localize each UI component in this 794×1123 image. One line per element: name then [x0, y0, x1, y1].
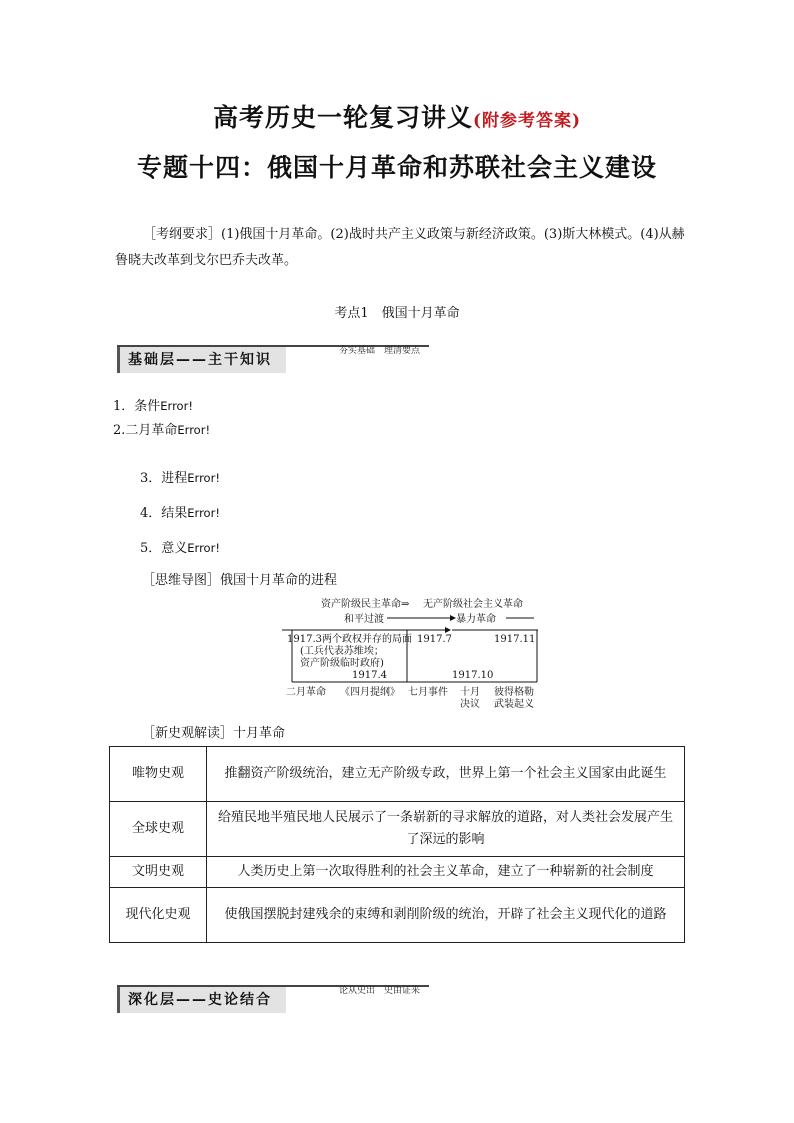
- event-february-revolution: 二月革命: [286, 687, 326, 698]
- item-error: Error!: [187, 541, 220, 555]
- deep-layer-banner: [117, 987, 429, 1013]
- requirements-label: ［考纲要求］: [143, 227, 222, 242]
- item-label: 4．结果: [140, 506, 188, 521]
- list-item-february-revolution: [113, 419, 210, 438]
- note-soviet: (工兵代表苏维埃；: [300, 646, 384, 657]
- view-text: 使俄国摆脱封建残余的束缚和剥削阶级的统治，开辟了社会主义现代化的道路: [207, 888, 685, 943]
- banner-tag: 论从史出 史由证来: [339, 986, 421, 996]
- view-name: 全球史观: [110, 802, 207, 857]
- views-title: 十月革命: [233, 726, 286, 741]
- view-text: 给殖民地半殖民地人民展示了一条崭新的寻求解放的道路，对人类社会发展产生了深远的影响: [207, 802, 685, 857]
- document-subtitle: 专题十四：俄国十月革命和苏联社会主义建设: [136, 153, 657, 182]
- event-july-days: 七月事件: [408, 687, 448, 698]
- requirements-text: (1)俄国十月革命。(2)战时共产主义政策与新经济政策。(3)斯大林模式。(4)从赫鲁晓夫改革到戈尔巴乔夫改革。: [115, 227, 685, 268]
- node-peaceful-transition: 和平过渡: [344, 614, 384, 625]
- historical-views-table: [109, 746, 685, 943]
- mindmap-heading: [142, 569, 337, 588]
- banner-tag: 夯实基础 理清要点: [339, 346, 421, 356]
- title-note: (附参考答案): [472, 111, 582, 131]
- event-october-resolution-2: 决议: [460, 699, 480, 710]
- banner-label: 深化层——史论结合: [117, 987, 286, 1013]
- event-april-theses: 《四月提纲》: [340, 687, 400, 698]
- item-error: Error!: [187, 471, 220, 485]
- table-row: [110, 888, 685, 943]
- view-name: 现代化史观: [110, 888, 207, 943]
- node-violent-revolution: 暴力革命: [456, 614, 496, 625]
- item-error: Error!: [160, 399, 193, 413]
- event-october-resolution-1: 十月: [460, 687, 480, 698]
- title-main: 高考历史一轮复习讲义: [212, 103, 473, 132]
- event-petrograd-1: 彼得格勒: [494, 687, 534, 698]
- node-proletarian-revolution: 无产阶级社会主义革命: [423, 599, 523, 610]
- list-item-significance: [140, 537, 220, 556]
- list-item-conditions: [113, 395, 193, 414]
- item-label: 1．条件: [113, 399, 161, 414]
- item-label: 3．进程: [140, 471, 188, 486]
- table-row: [110, 802, 685, 857]
- note-provisional-government: 资产阶级临时政府): [300, 658, 384, 669]
- section-title: 考点1 俄国十月革命: [334, 306, 460, 321]
- basic-layer-banner: [117, 347, 429, 373]
- list-item-result: [140, 502, 220, 521]
- date-1917-3: 1917.3两个政权并存的局面: [287, 634, 412, 645]
- item-error: Error!: [187, 506, 220, 520]
- table-row: [110, 857, 685, 888]
- views-label: ［新史观解读］: [142, 726, 234, 741]
- arrowhead-phase: [445, 627, 451, 633]
- date-1917-10: 1917.10: [452, 670, 494, 681]
- document-title: [0, 98, 794, 134]
- date-1917-4: 1917.4: [352, 670, 387, 681]
- list-item-process: [140, 467, 220, 486]
- table-row: [110, 747, 685, 802]
- banner-label: 基础层——主干知识: [117, 347, 286, 373]
- date-1917-11: 1917.11: [494, 634, 536, 645]
- event-petrograd-2: 武装起义: [494, 699, 534, 710]
- item-label: 2.二月革命: [113, 423, 178, 438]
- exam-requirements: [115, 222, 685, 274]
- mindmap-title: 俄国十月革命的进程: [220, 573, 338, 588]
- view-name: 文明史观: [110, 857, 207, 888]
- item-label: 5．意义: [140, 541, 188, 556]
- view-text: 推翻资产阶级统治，建立无产阶级专政，世界上第一个社会主义国家由此诞生: [207, 747, 685, 802]
- views-heading: [142, 722, 285, 741]
- item-error: Error!: [177, 423, 211, 437]
- mindmap-label: ［思维导图］: [142, 573, 221, 588]
- view-name: 唯物史观: [110, 747, 207, 802]
- node-bourgeois-revolution: 资产阶级民主革命⇒: [321, 599, 410, 610]
- view-text: 人类历史上第一次取得胜利的社会主义革命，建立了一种崭新的社会制度: [207, 857, 685, 888]
- date-1917-7: 1917.7: [417, 634, 452, 645]
- mindmap-diagram: [270, 592, 560, 714]
